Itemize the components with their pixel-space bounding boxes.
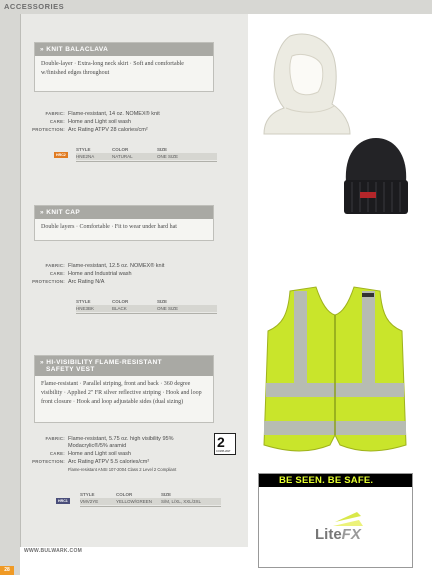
table-header-color: COLOR — [112, 299, 129, 304]
balaclava-card — [34, 42, 214, 92]
ad-slogan: BE SEEN. BE SAFE. — [279, 475, 374, 486]
balaclava-title: » KNIT BALACLAVA — [35, 43, 213, 56]
knit-cap-image — [340, 134, 412, 218]
color-cell: BLACK — [112, 306, 127, 311]
vest-title-line1: » HI-VISIBILITY FLAME-RESISTANT — [40, 359, 162, 366]
table-header-color: COLOR — [112, 147, 129, 152]
balaclava-table — [76, 147, 217, 162]
logo-lite: Lite — [315, 526, 342, 543]
protection-value: Arc Rating ATPV 5.5 calories/cm² — [68, 459, 150, 465]
care-label: CARE: — [49, 119, 65, 124]
logo-fx: FX — [341, 526, 361, 543]
protection-value: Arc Rating ATPV 28 calories/cm² — [68, 127, 148, 133]
fabric-label: FABRIC: — [45, 111, 65, 116]
knit-cap-card — [34, 205, 214, 241]
size-cell: ONE SIZE — [157, 306, 179, 311]
section-title: ACCESSORIES — [4, 2, 65, 11]
fabric-label: FABRIC: — [45, 436, 65, 441]
table-row — [76, 153, 217, 160]
table-header-style: STYLE — [76, 299, 91, 304]
style-cell: HNE2NA — [76, 154, 95, 159]
table-header-size: SIZE — [161, 492, 172, 497]
fabric-value: Flame-resistant, 14 oz. NOMEX® knit — [68, 111, 160, 117]
vest-title-line2: SAFETY VEST — [46, 366, 95, 373]
care-value: Home and Light soil wash — [68, 451, 131, 457]
balaclava-specs — [24, 110, 160, 134]
style-cell: VMV2YE — [80, 499, 99, 504]
fabric-value-cont: Modacrylic®/5% aramid — [68, 443, 127, 449]
table-header-size: SIZE — [157, 147, 168, 152]
table-row — [80, 498, 221, 505]
fabric-value: Flame-resistant, 12.5 oz. NOMEX® knit — [68, 263, 165, 269]
table-rule — [76, 313, 217, 314]
page-number: 28 — [0, 566, 14, 575]
knit-cap-title: » KNIT CAP — [35, 206, 213, 219]
table-header-style: STYLE — [80, 492, 95, 497]
protection-label: PROTECTION: — [32, 279, 65, 284]
ansi-class2-seal — [214, 433, 236, 455]
fabric-value: Flame-resistant, 5.75 oz. high visibility 95% — [68, 436, 174, 442]
care-value: Home and Industrial wash — [68, 271, 132, 277]
table-rule — [76, 161, 217, 162]
care-label: CARE: — [49, 451, 65, 456]
left-margin-strip — [0, 14, 20, 575]
size-cell: ONE SIZE — [157, 154, 179, 159]
table-header-style: STYLE — [76, 147, 91, 152]
size-cell: S/M, L/XL, XXL/3XL — [161, 499, 202, 504]
color-cell: YELLOW/GREEN — [116, 499, 153, 504]
hrc-badge: HRC2 — [56, 153, 66, 157]
table-header-color: COLOR — [116, 492, 133, 497]
litefx-logo — [315, 526, 361, 543]
knit-cap-table — [76, 299, 217, 314]
balaclava-image — [246, 30, 352, 138]
hrc-badge: HRC1 — [58, 499, 68, 503]
panel-divider — [20, 14, 21, 547]
seal-number: 2 — [217, 434, 225, 450]
table-rule — [80, 506, 221, 507]
care-value: Home and Light soil wash — [68, 119, 131, 125]
vest-card — [34, 355, 214, 423]
ad-slogan-bar — [259, 474, 412, 487]
ansi-compliance: Flame-resistant ANSI 107-2004 Class 2 Level 2 Compliant — [68, 467, 177, 472]
balaclava-description: Double-layer · Extra-long neck skirt · Soft and comfortable w/finished edges throughout — [41, 61, 184, 76]
style-cell: HNE3BK — [76, 306, 95, 311]
protection-value: Arc Rating N/A — [68, 279, 105, 285]
fabric-label: FABRIC: — [45, 263, 65, 268]
seal-text: COMPLIANT — [216, 450, 231, 453]
website-url: WWW.BULWARK.COM — [24, 548, 83, 554]
table-header-size: SIZE — [157, 299, 168, 304]
safety-vest-image — [250, 285, 420, 457]
top-header-bar — [0, 0, 432, 14]
color-cell: NATURAL — [112, 154, 133, 159]
litefx-ad — [258, 473, 413, 568]
protection-label: PROTECTION: — [32, 127, 65, 132]
vest-table — [80, 492, 221, 507]
vest-description: Flame-resistant · Parallel striping, front and back · 360 degree visibility · Applied 2" FR silver reflective striping · Hook and loop front closure · Hook and loop adjustable sides (dual sizing) — [41, 381, 202, 405]
vest-specs — [24, 435, 176, 474]
knit-cap-description: Double layers · Comfortable · Fit to wear under hard hat — [41, 224, 177, 230]
protection-label: PROTECTION: — [32, 459, 65, 464]
care-label: CARE: — [49, 271, 65, 276]
vest-title — [35, 356, 213, 376]
table-row — [76, 305, 217, 312]
knit-cap-specs — [24, 262, 164, 286]
